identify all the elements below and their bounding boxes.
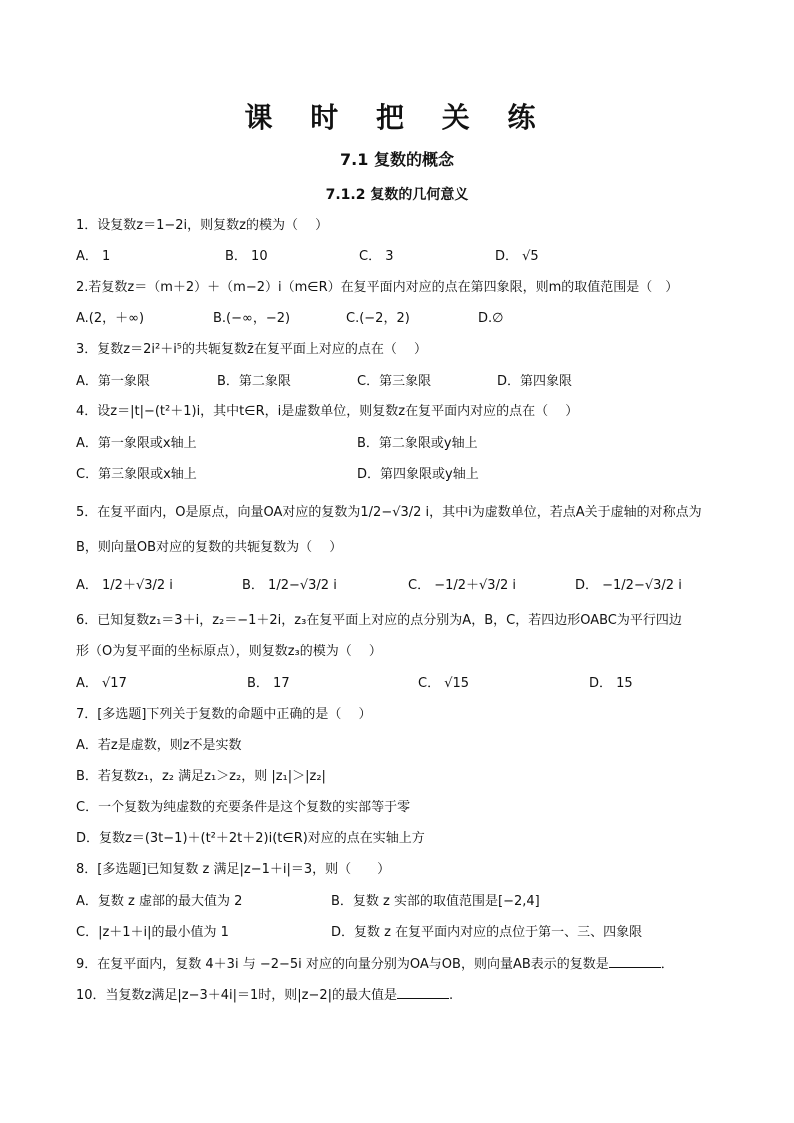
question-5-option-b: B． 1/2−√3/2 i: [242, 578, 337, 593]
question-3-option-c: C．第三象限: [357, 374, 432, 389]
question-1-option-d: D． √5: [495, 249, 539, 264]
question-5-option-a: A． 1/2＋√3/2 i: [76, 578, 173, 593]
question-7-option-d: D．复数z＝(3t−1)＋(t²＋2t＋2)i(t∈R)对应的点在实轴上方: [76, 831, 425, 846]
question-5-option-c: C． −1/2＋√3/2 i: [408, 578, 516, 593]
question-5-option-d: D． −1/2−√3/2 i: [575, 578, 682, 593]
question-1-stem: 1．设复数z＝1−2i，则复数z的模为（ ）: [76, 218, 329, 233]
question-9: 9．在复平面内，复数 4＋3i 与 −2−5i 对应的向量分别为OA与OB，则向量AB表示的复数是 ．: [76, 957, 674, 972]
question-2-option-d: D.∅: [478, 311, 504, 326]
question-5-stem-line-2: B，则向量OB对应的复数的共轭复数为（ ）: [76, 540, 343, 555]
question-8-option-c: C．|z＋1＋i|的最小值为 1: [76, 925, 229, 940]
question-5-stem-line-1: 5．在复平面内，O是原点，向量OA对应的复数为1/2−√3/2 i，其中i为虚数单位，若点A关于虚轴的对称点为: [76, 505, 702, 520]
question-3-option-a: A．第一象限: [76, 374, 150, 389]
question-4-option-b: B．第二象限或y轴上: [357, 436, 478, 451]
chapter-subtitle: 7.1 复数的概念: [340, 150, 454, 169]
question-2-option-c: C.(−2，2): [346, 311, 410, 326]
question-2-stem: 2.若复数z＝（m＋2）＋（m−2）i（m∈R）在复平面内对应的点在第四象限，则m的取值范围是（ ）: [76, 280, 679, 295]
question-4-option-d: D．第四象限或y轴上: [357, 467, 479, 482]
question-1-option-a: A． 1: [76, 249, 111, 264]
question-1-option-c: C． 3: [359, 249, 394, 264]
question-3-stem: 3．复数z＝2i²＋i⁵的共轭复数z̄在复平面上对应的点在（ ）: [76, 342, 427, 357]
question-6-stem-line-1: 6．已知复数z₁＝3＋i，z₂＝−1＋2i，z₃在复平面上对应的点分别为A，B，C，若四边形OABC为平行四边: [76, 613, 682, 628]
question-2-option-b: B.(−∞，−2): [213, 311, 291, 326]
question-4-option-a: A．第一象限或x轴上: [76, 436, 197, 451]
question-6-option-d: D． 15: [589, 676, 633, 691]
question-4-option-c: C．第三象限或x轴上: [76, 467, 197, 482]
question-9-answer-blank[interactable]: [609, 955, 661, 968]
question-7-stem: 7．[多选题]下列关于复数的命题中正确的是（ ）: [76, 707, 372, 722]
question-4-stem: 4．设z＝|t|−(t²＋1)i，其中t∈R，i是虚数单位，则复数z在复平面内对应的点在（ ）: [76, 404, 579, 419]
question-6-option-b: B． 17: [247, 676, 290, 691]
question-8-option-d: D．复数 z 在复平面内对应的点位于第一、三、四象限: [331, 925, 643, 940]
question-10-stem: 10．当复数z满足|z−3＋4i|＝1时，则|z−2|的最大值是: [76, 988, 398, 1003]
question-7-option-c: C．一个复数为纯虚数的充要条件是这个复数的实部等于零: [76, 800, 411, 815]
question-8-stem: 8．[多选题]已知复数 z 满足|z−1＋i|＝3，则（ ）: [76, 862, 391, 877]
page-title: 课 时 把 关 练: [244, 101, 550, 134]
question-8-option-b: B．复数 z 实部的取值范围是[−2,4]: [331, 894, 540, 909]
question-10: 10．当复数z满足|z−3＋4i|＝1时，则|z−2|的最大值是 .: [76, 988, 454, 1003]
question-3-option-d: D．第四象限: [497, 374, 573, 389]
question-8-option-a: A．复数 z 虚部的最大值为 2: [76, 894, 243, 909]
section-heading: 7.1.2 复数的几何意义: [325, 187, 469, 203]
question-6-stem-line-2: 形（O为复平面的坐标原点），则复数z₃的模为（ ）: [76, 644, 382, 659]
question-2-option-a: A.(2，＋∞): [76, 311, 145, 326]
question-10-answer-blank[interactable]: [397, 986, 449, 999]
question-6-option-a: A． √17: [76, 676, 127, 691]
question-1-option-b: B． 10: [225, 249, 268, 264]
question-3-option-b: B．第二象限: [217, 374, 291, 389]
question-6-option-c: C． √15: [418, 676, 470, 691]
question-7-option-b: B．若复数z₁，z₂ 满足z₁＞z₂，则 |z₁|＞|z₂|: [76, 769, 326, 784]
question-7-option-a: A．若z是虚数，则z不是实数: [76, 738, 242, 753]
question-9-stem: 9．在复平面内，复数 4＋3i 与 −2−5i 对应的向量分别为OA与OB，则向量AB表示的复数是: [76, 957, 609, 972]
